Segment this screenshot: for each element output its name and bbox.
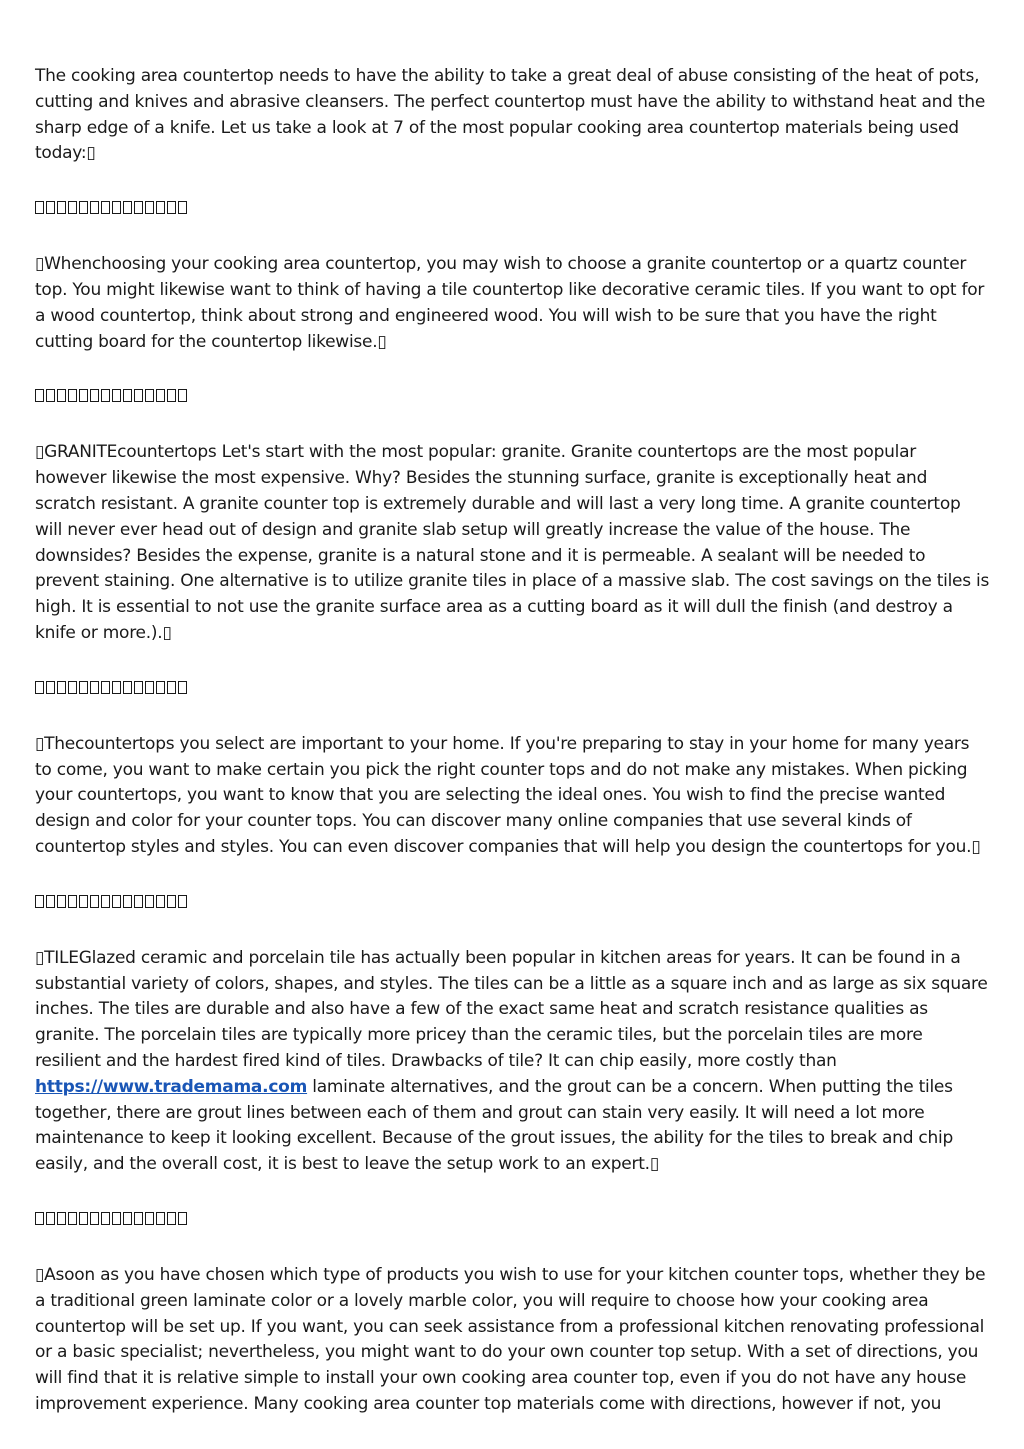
missing-glyph-box — [178, 389, 187, 402]
paragraph-granite: ▯GRANITEcountertops Let's start with the most popular: granite. Granite countertops are the most popular however likewise the most expensive. Why? Besides the stunning surface, granite is exceptionally heat and scratch resistant. A granite counter top is extremely durable and will last a very long time. A granite countertop will never ever head out of design and granite slab setup will greatly increase the value of the house. The downsides? Besides the expense, granite is a natural stone and it is permeable. A sealant will be needed to prevent staining. One alternative is to utilize granite tiles in place of a massive slab. The cost savings on the tiles is high. It is essential to not use the granite surface area as a cutting board as it will dull the finish (and destroy a knife or more.).▯ — [35, 442, 990, 643]
missing-glyph-box — [167, 389, 176, 402]
missing-glyph-box — [79, 1212, 88, 1225]
missing-glyph-box — [68, 1212, 77, 1225]
missing-glyph-box — [101, 895, 110, 908]
missing-glyph-box — [35, 389, 44, 402]
missing-glyph-box — [167, 681, 176, 694]
missing-glyph-box — [101, 681, 110, 694]
tile-text-after: laminate alternatives, and the grout can be a concern. When putting the tiles together, there are grout lines between each of them and grout can stain very easily. It will need a lot more maintenance to keep it looking excellent. Because of the grout issues, the ability for the tiles to break and chip easily, and the overall cost, it is best to leave the setup work to an expert.▯ — [35, 1076, 954, 1175]
missing-glyph-box — [35, 895, 44, 908]
missing-glyph-box — [178, 895, 187, 908]
missing-glyph-box — [90, 389, 99, 402]
missing-glyph-box — [112, 201, 121, 214]
missing-glyph-box — [112, 389, 121, 402]
missing-glyph-box — [68, 201, 77, 214]
missing-glyph-box — [156, 895, 165, 908]
missing-glyph-box — [167, 895, 176, 908]
missing-glyph-box — [57, 1212, 66, 1225]
tile-text-before: ▯TILEGlazed ceramic and porcelain tile has actually been popular in kitchen areas for years. It can be found in a substantial variety of colors, shapes, and styles. The tiles can be a little as a square inch and as large as six square inches. The tiles are durable and also have a few of the exact same heat and scratch resistance qualities as granite. The porcelain tiles are typically more pricey than the ceramic tiles, but the porcelain tiles are more resilient and the hardest fired kind of tiles. Drawbacks of tile? It can chip easily, more costly than — [35, 947, 988, 1071]
separator-glyph-row — [35, 676, 990, 702]
missing-glyph-box — [178, 681, 187, 694]
missing-glyph-box — [79, 201, 88, 214]
missing-glyph-box — [156, 681, 165, 694]
missing-glyph-box — [134, 681, 143, 694]
missing-glyph-box — [57, 681, 66, 694]
missing-glyph-box — [101, 389, 110, 402]
missing-glyph-box — [57, 389, 66, 402]
paragraph-install: ▯Asoon as you have chosen which type of products you wish to use for your kitchen counter tops, whether they be a traditional green laminate color or a lovely marble color, you will require to choose how your cooking area countertop will be set up. If you want, you can seek assistance from a professional kitchen renovating professional or a basic specialist; nevertheless, you might want to do your own counter top setup. With a set of directions, you will find that it is relative simple to install your own cooking area counter top, even if you do not have any house improvement experience. Many cooking area counter top materials come with directions, however if not, you — [35, 1264, 986, 1414]
document-body — [35, 64, 990, 1418]
missing-glyph-box — [57, 201, 66, 214]
paragraph-intro: The cooking area countertop needs to have the ability to take a great deal of abuse consisting of the heat of pots, cutting and knives and abrasive cleansers. The perfect countertop must have the ability to withstand heat and the sharp edge of a knife. Let us take a look at 7 of the most popular cooking area countertop materials being used today:▯ — [35, 66, 986, 164]
missing-glyph-box — [90, 1212, 99, 1225]
missing-glyph-box — [35, 201, 44, 214]
missing-glyph-box — [46, 681, 55, 694]
missing-glyph-box — [112, 681, 121, 694]
trademama-link[interactable]: https://www.trademama.com — [35, 1076, 308, 1097]
missing-glyph-box — [145, 201, 154, 214]
paragraph-choosing: ▯Whenchoosing your cooking area countertop, you may wish to choose a granite countertop or a quartz counter top. You might likewise want to think of having a tile countertop like decorative ceramic tiles. If you want to opt for a wood countertop, think about strong and engineered wood. You will wish to be sure that you have the right cutting board for the countertop likewise.▯ — [35, 254, 985, 352]
missing-glyph-box — [46, 895, 55, 908]
missing-glyph-box — [46, 201, 55, 214]
separator-glyph-row — [35, 890, 990, 916]
missing-glyph-box — [57, 895, 66, 908]
missing-glyph-box — [90, 895, 99, 908]
missing-glyph-box — [134, 895, 143, 908]
missing-glyph-box — [167, 201, 176, 214]
separator-glyph-row — [35, 1207, 990, 1233]
missing-glyph-box — [145, 389, 154, 402]
missing-glyph-box — [35, 681, 44, 694]
missing-glyph-box — [68, 895, 77, 908]
missing-glyph-box — [46, 389, 55, 402]
missing-glyph-box — [134, 389, 143, 402]
paragraph-tile — [35, 946, 990, 1178]
missing-glyph-box — [167, 1212, 176, 1225]
missing-glyph-box — [46, 1212, 55, 1225]
missing-glyph-box — [101, 1212, 110, 1225]
missing-glyph-box — [156, 389, 165, 402]
missing-glyph-box — [178, 1212, 187, 1225]
missing-glyph-box — [156, 201, 165, 214]
missing-glyph-box — [123, 895, 132, 908]
missing-glyph-box — [68, 681, 77, 694]
missing-glyph-box — [123, 1212, 132, 1225]
missing-glyph-box — [123, 389, 132, 402]
paragraph-select: ▯Thecountertops you select are important to your home. If you're preparing to stay in your home for many years to come, you want to make certain you pick the right counter tops and do not make any mistakes. When picking your countertops, you want to know that you are selecting the ideal ones. You wish to find the precise wanted design and color for your counter tops. You can discover many online companies that use several kinds of countertop styles and styles. You can even discover companies that will help you design the countertops for you.▯ — [35, 733, 981, 857]
missing-glyph-box — [79, 681, 88, 694]
missing-glyph-box — [112, 895, 121, 908]
missing-glyph-box — [90, 201, 99, 214]
missing-glyph-box — [35, 1212, 44, 1225]
missing-glyph-box — [112, 1212, 121, 1225]
missing-glyph-box — [145, 1212, 154, 1225]
missing-glyph-box — [79, 895, 88, 908]
separator-glyph-row — [35, 196, 990, 222]
missing-glyph-box — [123, 201, 132, 214]
missing-glyph-box — [134, 1212, 143, 1225]
missing-glyph-box — [145, 681, 154, 694]
separator-glyph-row — [35, 384, 990, 410]
missing-glyph-box — [178, 201, 187, 214]
missing-glyph-box — [156, 1212, 165, 1225]
missing-glyph-box — [68, 389, 77, 402]
missing-glyph-box — [90, 681, 99, 694]
missing-glyph-box — [101, 201, 110, 214]
missing-glyph-box — [123, 681, 132, 694]
missing-glyph-box — [145, 895, 154, 908]
missing-glyph-box — [79, 389, 88, 402]
missing-glyph-box — [134, 201, 143, 214]
